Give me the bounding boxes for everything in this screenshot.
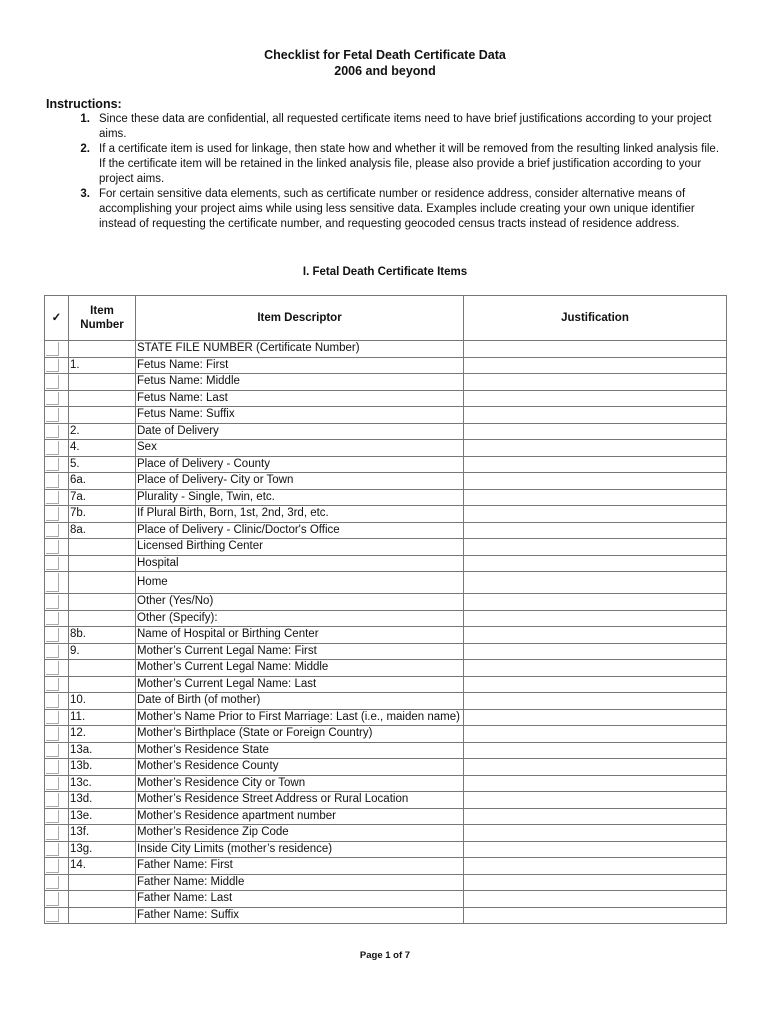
row-checkbox[interactable] [45, 390, 69, 407]
item-descriptor-cell: Mother’s Residence Zip Code [136, 825, 464, 842]
page-number: Page 1 of 7 [359, 950, 411, 961]
item-number-cell: 2. [69, 423, 136, 440]
checkbox-box[interactable] [46, 540, 59, 554]
document-title [0, 47, 770, 79]
checkbox-box[interactable] [46, 876, 59, 890]
table-row [45, 907, 727, 924]
item-descriptor-cell: Father Name: Middle [136, 874, 464, 891]
justification-cell[interactable] [464, 874, 727, 891]
row-checkbox[interactable] [45, 341, 69, 358]
table-row [45, 440, 727, 457]
checkbox-box[interactable] [46, 441, 59, 455]
checkbox-box[interactable] [46, 458, 59, 472]
justification-cell[interactable] [464, 610, 727, 627]
table-row [45, 390, 727, 407]
checkbox-box[interactable] [46, 573, 59, 592]
checkbox-box[interactable] [46, 645, 59, 659]
table-row [45, 423, 727, 440]
table-row [45, 858, 727, 875]
item-descriptor-cell: Plurality - Single, Twin, etc. [136, 489, 464, 506]
checkbox-box[interactable] [46, 892, 59, 906]
row-checkbox[interactable] [45, 473, 69, 490]
justification-cell[interactable] [464, 390, 727, 407]
justification-cell[interactable] [464, 506, 727, 523]
justification-cell[interactable] [464, 594, 727, 611]
justification-cell[interactable] [464, 775, 727, 792]
title-line-2: 2006 and beyond [334, 64, 436, 78]
justification-cell[interactable] [464, 522, 727, 539]
item-number-cell [69, 610, 136, 627]
item-descriptor-cell: STATE FILE NUMBER (Certificate Number) [136, 341, 464, 358]
item-descriptor-cell: Inside City Limits (mother’s residence) [136, 841, 464, 858]
checkbox-box[interactable] [46, 744, 59, 758]
item-number-cell: 7a. [69, 489, 136, 506]
row-checkbox[interactable] [45, 825, 69, 842]
item-number-cell: 8b. [69, 627, 136, 644]
justification-cell[interactable] [464, 357, 727, 374]
justification-cell[interactable] [464, 539, 727, 556]
item-number-cell [69, 572, 136, 594]
item-descriptor-cell: Mother’s Residence City or Town [136, 775, 464, 792]
checkbox-box[interactable] [46, 375, 59, 389]
checkbox-box[interactable] [46, 491, 59, 505]
item-descriptor-cell: Place of Delivery- City or Town [136, 473, 464, 490]
checkbox-box[interactable] [46, 760, 59, 774]
instruction-number: 2. [80, 143, 90, 155]
item-number-cell [69, 874, 136, 891]
justification-cell[interactable] [464, 407, 727, 424]
row-checkbox[interactable] [45, 539, 69, 556]
instruction-number: 1. [80, 113, 90, 125]
row-checkbox[interactable] [45, 775, 69, 792]
item-descriptor-cell: Mother’s Current Legal Name: Last [136, 676, 464, 693]
checkbox-box[interactable] [46, 595, 59, 609]
item-number-cell: 13f. [69, 825, 136, 842]
item-descriptor-cell: Hospital [136, 555, 464, 572]
row-checkbox[interactable] [45, 676, 69, 693]
justification-cell[interactable] [464, 841, 727, 858]
table-row [45, 489, 727, 506]
table-row [45, 610, 727, 627]
item-descriptor-cell: Date of Delivery [136, 423, 464, 440]
instruction-text: If a certificate item is used for linkage, then state how and whether it will be removed from the resulting linked analysis file. If the certificate item will be retained in the linked analysis file, please also provide a brief justification according to your project aims. [99, 143, 720, 185]
checkbox-box[interactable] [46, 777, 59, 791]
item-descriptor-cell: Licensed Birthing Center [136, 539, 464, 556]
item-descriptor-cell: Mother’s Current Legal Name: Middle [136, 660, 464, 677]
table-row [45, 825, 727, 842]
table-row [45, 660, 727, 677]
item-descriptor-cell: Other (Specify): [136, 610, 464, 627]
row-checkbox[interactable] [45, 506, 69, 523]
item-descriptor-cell: Other (Yes/No) [136, 594, 464, 611]
row-checkbox[interactable] [45, 423, 69, 440]
item-number-cell [69, 660, 136, 677]
item-number-cell: 12. [69, 726, 136, 743]
item-number-cell: 5. [69, 456, 136, 473]
row-checkbox[interactable] [45, 357, 69, 374]
item-descriptor-cell: Date of Birth (of mother) [136, 693, 464, 710]
table-header-row [45, 296, 727, 341]
item-number-cell: 14. [69, 858, 136, 875]
justification-cell[interactable] [464, 341, 727, 358]
table-row [45, 473, 727, 490]
checkbox-box[interactable] [46, 524, 59, 538]
item-number-cell: 7b. [69, 506, 136, 523]
checkbox-box[interactable] [46, 909, 59, 923]
row-checkbox[interactable] [45, 808, 69, 825]
item-descriptor-cell: Father Name: Suffix [136, 907, 464, 924]
justification-cell[interactable] [464, 742, 727, 759]
checkbox-box[interactable] [46, 342, 59, 356]
justification-cell[interactable] [464, 858, 727, 875]
checkbox-box[interactable] [46, 557, 59, 571]
table-row [45, 792, 727, 809]
item-descriptor-cell: Fetus Name: Last [136, 390, 464, 407]
item-descriptor-cell: Mother’s Birthplace (State or Foreign Country) [136, 726, 464, 743]
table-row [45, 407, 727, 424]
justification-cell[interactable] [464, 555, 727, 572]
justification-cell[interactable] [464, 473, 727, 490]
row-checkbox[interactable] [45, 440, 69, 457]
checkbox-box[interactable] [46, 826, 59, 840]
item-number-cell: 4. [69, 440, 136, 457]
row-checkbox[interactable] [45, 407, 69, 424]
item-number-cell: 13g. [69, 841, 136, 858]
row-checkbox[interactable] [45, 456, 69, 473]
table-row [45, 374, 727, 391]
checkbox-box[interactable] [46, 711, 59, 725]
row-checkbox[interactable] [45, 726, 69, 743]
checkbox-box[interactable] [46, 612, 59, 626]
checkbox-box[interactable] [46, 843, 59, 857]
checkbox-box[interactable] [46, 425, 59, 439]
item-number-cell: 8a. [69, 522, 136, 539]
row-checkbox[interactable] [45, 610, 69, 627]
checkbox-box[interactable] [46, 678, 59, 692]
instructions-heading: Instructions: [46, 97, 122, 111]
row-checkbox[interactable] [45, 594, 69, 611]
justification-cell[interactable] [464, 709, 727, 726]
item-number-cell [69, 539, 136, 556]
item-number-cell: 13e. [69, 808, 136, 825]
table-row [45, 759, 727, 776]
checkbox-box[interactable] [46, 694, 59, 708]
table-row [45, 742, 727, 759]
checkbox-box[interactable] [46, 793, 59, 807]
table-row [45, 874, 727, 891]
table-row [45, 572, 727, 594]
table-row [45, 357, 727, 374]
item-descriptor-cell: If Plural Birth, Born, 1st, 2nd, 3rd, etc. [136, 506, 464, 523]
item-descriptor-cell: Place of Delivery - County [136, 456, 464, 473]
row-checkbox[interactable] [45, 709, 69, 726]
justification-header: Justification [464, 296, 727, 341]
row-checkbox[interactable] [45, 907, 69, 924]
checkbox-box[interactable] [46, 392, 59, 406]
justification-cell[interactable] [464, 808, 727, 825]
checkbox-box[interactable] [46, 859, 59, 873]
justification-cell[interactable] [464, 907, 727, 924]
item-descriptor-header: Item Descriptor [136, 296, 464, 341]
checkbox-box[interactable] [46, 474, 59, 488]
instructions-list [46, 112, 726, 232]
item-number-cell: 13c. [69, 775, 136, 792]
item-descriptor-cell: Father Name: Last [136, 891, 464, 908]
justification-cell[interactable] [464, 825, 727, 842]
row-checkbox[interactable] [45, 489, 69, 506]
checkbox-box[interactable] [46, 661, 59, 675]
row-checkbox[interactable] [45, 759, 69, 776]
checkbox-box[interactable] [46, 359, 59, 373]
item-descriptor-cell: Mother’s Current Legal Name: First [136, 643, 464, 660]
row-checkbox[interactable] [45, 555, 69, 572]
item-number-cell [69, 907, 136, 924]
row-checkbox[interactable] [45, 874, 69, 891]
instruction-text: Since these data are confidential, all requested certificate items need to have brief justifications according to your project aims. [99, 113, 712, 140]
row-checkbox[interactable] [45, 693, 69, 710]
justification-cell[interactable] [464, 891, 727, 908]
justification-cell[interactable] [464, 423, 727, 440]
item-descriptor-cell: Father Name: First [136, 858, 464, 875]
checkbox-box[interactable] [46, 408, 59, 422]
checkbox-box[interactable] [46, 727, 59, 741]
row-checkbox[interactable] [45, 643, 69, 660]
table-row [45, 555, 727, 572]
justification-cell[interactable] [464, 489, 727, 506]
row-checkbox[interactable] [45, 742, 69, 759]
table-row [45, 341, 727, 358]
row-checkbox[interactable] [45, 858, 69, 875]
row-checkbox[interactable] [45, 374, 69, 391]
table-row [45, 841, 727, 858]
table-row [45, 539, 727, 556]
checkbox-box[interactable] [46, 507, 59, 521]
justification-cell[interactable] [464, 759, 727, 776]
item-number-cell [69, 676, 136, 693]
justification-cell[interactable] [464, 693, 727, 710]
justification-cell[interactable] [464, 660, 727, 677]
item-number-cell: 13d. [69, 792, 136, 809]
justification-cell[interactable] [464, 726, 727, 743]
item-descriptor-cell: Mother’s Residence apartment number [136, 808, 464, 825]
item-number-cell [69, 374, 136, 391]
table-row [45, 627, 727, 644]
items-table [44, 295, 727, 924]
item-descriptor-cell: Mother’s Residence Street Address or Rural Location [136, 792, 464, 809]
row-checkbox[interactable] [45, 522, 69, 539]
item-descriptor-cell: Fetus Name: First [136, 357, 464, 374]
row-checkbox[interactable] [45, 572, 69, 594]
checkbox-box[interactable] [46, 628, 59, 642]
table-row [45, 594, 727, 611]
item-number-cell [69, 407, 136, 424]
justification-cell[interactable] [464, 374, 727, 391]
table-row [45, 891, 727, 908]
instruction-item [46, 187, 726, 232]
table-row [45, 643, 727, 660]
table-row [45, 808, 727, 825]
table-row [45, 506, 727, 523]
item-descriptor-cell: Home [136, 572, 464, 594]
justification-cell[interactable] [464, 792, 727, 809]
justification-cell[interactable] [464, 627, 727, 644]
item-number-cell: 11. [69, 709, 136, 726]
title-line-1: Checklist for Fetal Death Certificate Data [264, 48, 506, 62]
checkbox-box[interactable] [46, 810, 59, 824]
instruction-item [46, 142, 726, 187]
item-descriptor-cell: Mother’s Residence County [136, 759, 464, 776]
item-number-cell: 9. [69, 643, 136, 660]
item-descriptor-cell: Fetus Name: Middle [136, 374, 464, 391]
item-descriptor-cell: Fetus Name: Suffix [136, 407, 464, 424]
table-row [45, 775, 727, 792]
item-number-cell: 13a. [69, 742, 136, 759]
row-checkbox[interactable] [45, 792, 69, 809]
justification-cell[interactable] [464, 440, 727, 457]
justification-cell[interactable] [464, 456, 727, 473]
item-number-cell [69, 594, 136, 611]
row-checkbox[interactable] [45, 891, 69, 908]
item-number-cell [69, 555, 136, 572]
item-number-cell: 10. [69, 693, 136, 710]
row-checkbox[interactable] [45, 841, 69, 858]
row-checkbox[interactable] [45, 627, 69, 644]
item-descriptor-cell: Place of Delivery - Clinic/Doctor's Office [136, 522, 464, 539]
item-descriptor-cell: Sex [136, 440, 464, 457]
instruction-item [46, 112, 726, 142]
item-number-cell: 1. [69, 357, 136, 374]
item-number-cell [69, 341, 136, 358]
item-descriptor-cell: Mother’s Name Prior to First Marriage: Last (i.e., maiden name) [136, 709, 464, 726]
table-row [45, 522, 727, 539]
justification-cell[interactable] [464, 572, 727, 594]
instruction-text: For certain sensitive data elements, such as certificate number or residence address, consider alternative means of accomplishing your project aims while using less sensitive data. Examples include creating your own unique identifier instead of requesting the certificate number, and requesting geocoded census tracts instead of residence address. [99, 188, 695, 230]
justification-cell[interactable] [464, 676, 727, 693]
table-row [45, 693, 727, 710]
table-row [45, 456, 727, 473]
table-row [45, 709, 727, 726]
item-number-cell: 13b. [69, 759, 136, 776]
item-descriptor-cell: Name of Hospital or Birthing Center [136, 627, 464, 644]
row-checkbox[interactable] [45, 660, 69, 677]
item-number-cell: 6a. [69, 473, 136, 490]
table-row [45, 726, 727, 743]
check-column-header: ✓ [45, 296, 69, 341]
item-number-cell [69, 891, 136, 908]
justification-cell[interactable] [464, 643, 727, 660]
item-number-cell [69, 390, 136, 407]
table-row [45, 676, 727, 693]
instruction-number: 3. [80, 188, 90, 200]
item-descriptor-cell: Mother’s Residence State [136, 742, 464, 759]
section-title: I. Fetal Death Certificate Items [302, 266, 468, 278]
item-number-header: Item Number [69, 296, 136, 341]
